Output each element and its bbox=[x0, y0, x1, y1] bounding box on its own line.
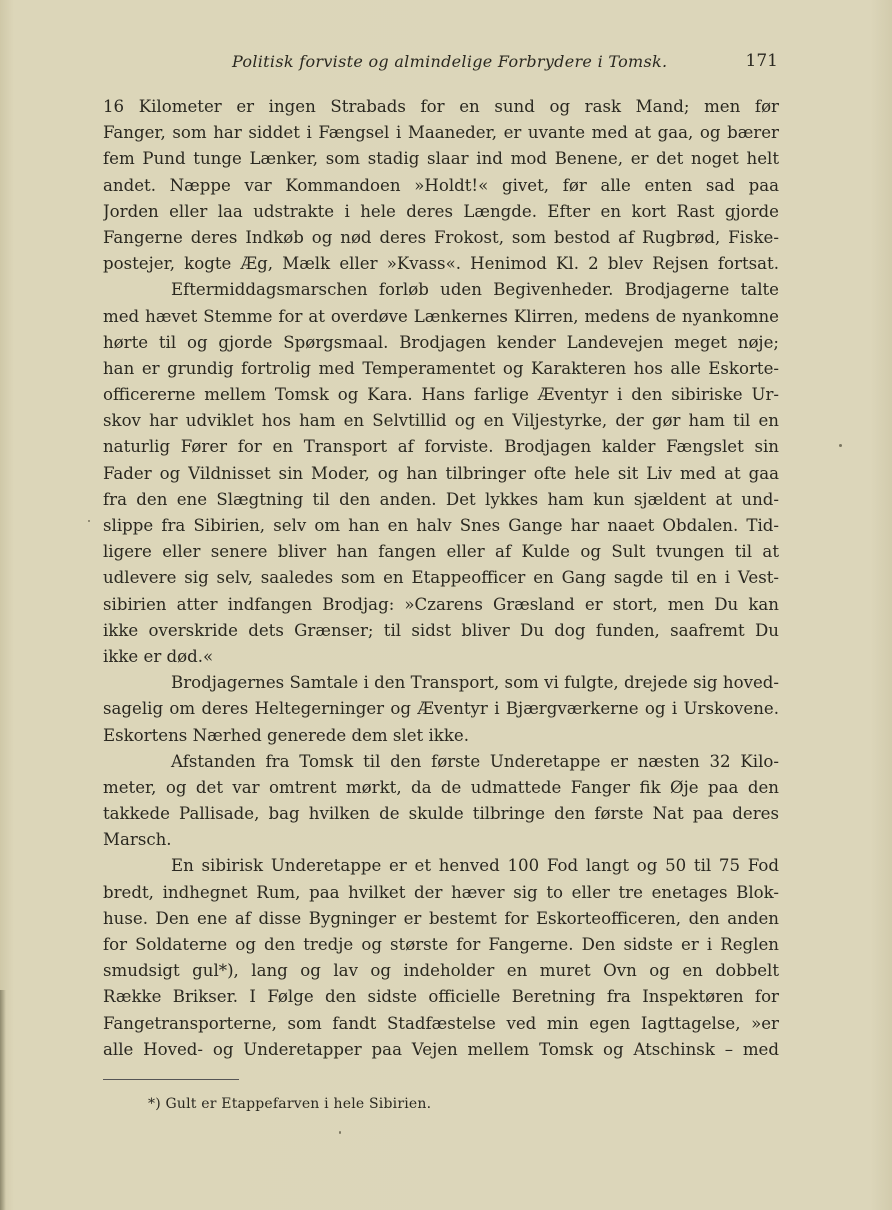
running-title: Politisk forviste og almindelige Forbrydere i Tomsk. bbox=[232, 52, 668, 71]
text-line: alle Hoved- og Underetapper paa Vejen mellem Tomsk og Atschinsk – med bbox=[103, 1039, 779, 1059]
text-line: slippe fra Sibirien, selv om han en halv Snes Gange har naaet Obdalen. Tid- bbox=[103, 516, 779, 535]
text-line: Eftermiddagsmarschen forløb uden Begivenheder. Brodjagerne talte bbox=[171, 280, 779, 300]
text-line: Fader og Vildnisset sin Moder, og han tilbringer ofte hele sit Liv med at gaa bbox=[103, 463, 779, 483]
page-number: 171 bbox=[745, 51, 778, 71]
text-line: for Soldaterne og den tredje og største for Fangerne. Den sidste er i Reglen bbox=[103, 935, 779, 954]
body-text bbox=[103, 94, 779, 1063]
text-line: ikke er død.« bbox=[103, 646, 214, 666]
text-line: 16 Kilometer er ingen Strabads for en sund og rask Mand; men før bbox=[103, 97, 779, 116]
text-line: Marsch. bbox=[103, 830, 172, 850]
text-line: naturlig Fører for en Transport af forviste. Brodjagen kalder Fængslet sin bbox=[103, 437, 779, 457]
text-line: Fangetransporterne, som fandt Stadfæstelse ved min egen Iagttagelse, »er bbox=[103, 1013, 779, 1033]
text-line: fra den ene Slægtning til den anden. Det lykkes ham kun sjældent at und- bbox=[103, 489, 779, 509]
text-line: takkede Pallisade, bag hvilken de skulde tilbringe den første Nat paa deres bbox=[103, 804, 779, 824]
text-line: Brodjagernes Samtale i den Transport, som vi fulgte, drejede sig hoved- bbox=[171, 673, 779, 693]
text-line: sagelig om deres Heltegerninger og Æventyr i Bjærgværkerne og i Urskovene. bbox=[103, 699, 779, 719]
text-line: Række Brikser. I Følge den sidste officielle Beretning fra Inspektøren for bbox=[103, 987, 779, 1007]
paper-speck bbox=[88, 520, 90, 522]
text-line: meter, og det var omtrent mørkt, da de udmattede Fanger fik Øje paa den bbox=[103, 777, 779, 797]
text-line: officererne mellem Tomsk og Kara. Hans farlige Æventyr i den sibiriske Ur- bbox=[103, 385, 779, 405]
footnote-rule bbox=[103, 1079, 239, 1080]
text-line: sibirien atter indfangen Brodjag: »Czarens Græsland er stort, men Du kan bbox=[103, 594, 779, 614]
text-line: smudsigt gul*), lang og lav og indeholder en muret Ovn og en dobbelt bbox=[103, 961, 779, 981]
text-line: ikke overskride dets Grænser; til sidst bliver Du dog funden, saafremt Du bbox=[103, 620, 779, 640]
text-line: Jorden eller laa udstrakte i hele deres Længde. Efter en kort Rast gjorde bbox=[103, 201, 779, 221]
text-line: postejer, kogte Æg, Mælk eller »Kvass«. Henimod Kl. 2 blev Rejsen fortsat. bbox=[103, 254, 779, 274]
text-line: skov har udviklet hos ham en Selvtillid og en Viljestyrke, der gør ham til en bbox=[103, 411, 779, 431]
text-line: ligere eller senere bliver han fangen eller af Kulde og Sult tvungen til at bbox=[103, 542, 779, 562]
page-header bbox=[100, 48, 780, 76]
text-line: Eskortens Nærhed generede dem slet ikke. bbox=[103, 725, 469, 745]
text-line: han er grundig fortrolig med Temperamentet og Karakteren hos alle Eskorte- bbox=[103, 358, 779, 378]
text-line: Fanger, som har siddet i Fængsel i Maaneder, er uvante med at gaa, og bærer bbox=[103, 123, 779, 143]
text-line: huse. Den ene af disse Bygninger er bestemt for Eskorteofficeren, den anden bbox=[103, 908, 779, 928]
text-line: fem Pund tunge Lænker, som stadig slaar ind mod Benene, er det noget helt bbox=[103, 149, 779, 169]
text-line: Afstanden fra Tomsk til den første Underetappe er næsten 32 Kilo- bbox=[171, 751, 779, 771]
text-line: hørte til og gjorde Spørgsmaal. Brodjagen kender Landevejen meget nøje; bbox=[103, 332, 779, 352]
text-line: med hævet Stemme for at overdøve Lænkernes Klirren, medens de nyankomne bbox=[103, 306, 779, 326]
text-line: udlevere sig selv, saaledes som en Etappeofficer en Gang sagde til en i Vest- bbox=[103, 568, 779, 588]
text-line: bredt, indhegnet Rum, paa hvilket der hæver sig to eller tre enetages Blok- bbox=[103, 882, 779, 902]
paper-speck bbox=[339, 1131, 341, 1134]
footnote: *) Gult er Etappefarven i hele Sibirien. bbox=[148, 1096, 432, 1112]
text-line: Fangerne deres Indkøb og nød deres Frokost, som bestod af Rugbrød, Fiske- bbox=[103, 227, 779, 247]
text-line: En sibirisk Underetappe er et henved 100 Fod langt og 50 til 75 Fod bbox=[171, 856, 779, 876]
binding-edge bbox=[0, 990, 6, 1210]
paper-speck bbox=[839, 444, 842, 447]
text-line: andet. Næppe var Kommandoen »Holdt!« givet, før alle enten sad paa bbox=[103, 175, 779, 195]
